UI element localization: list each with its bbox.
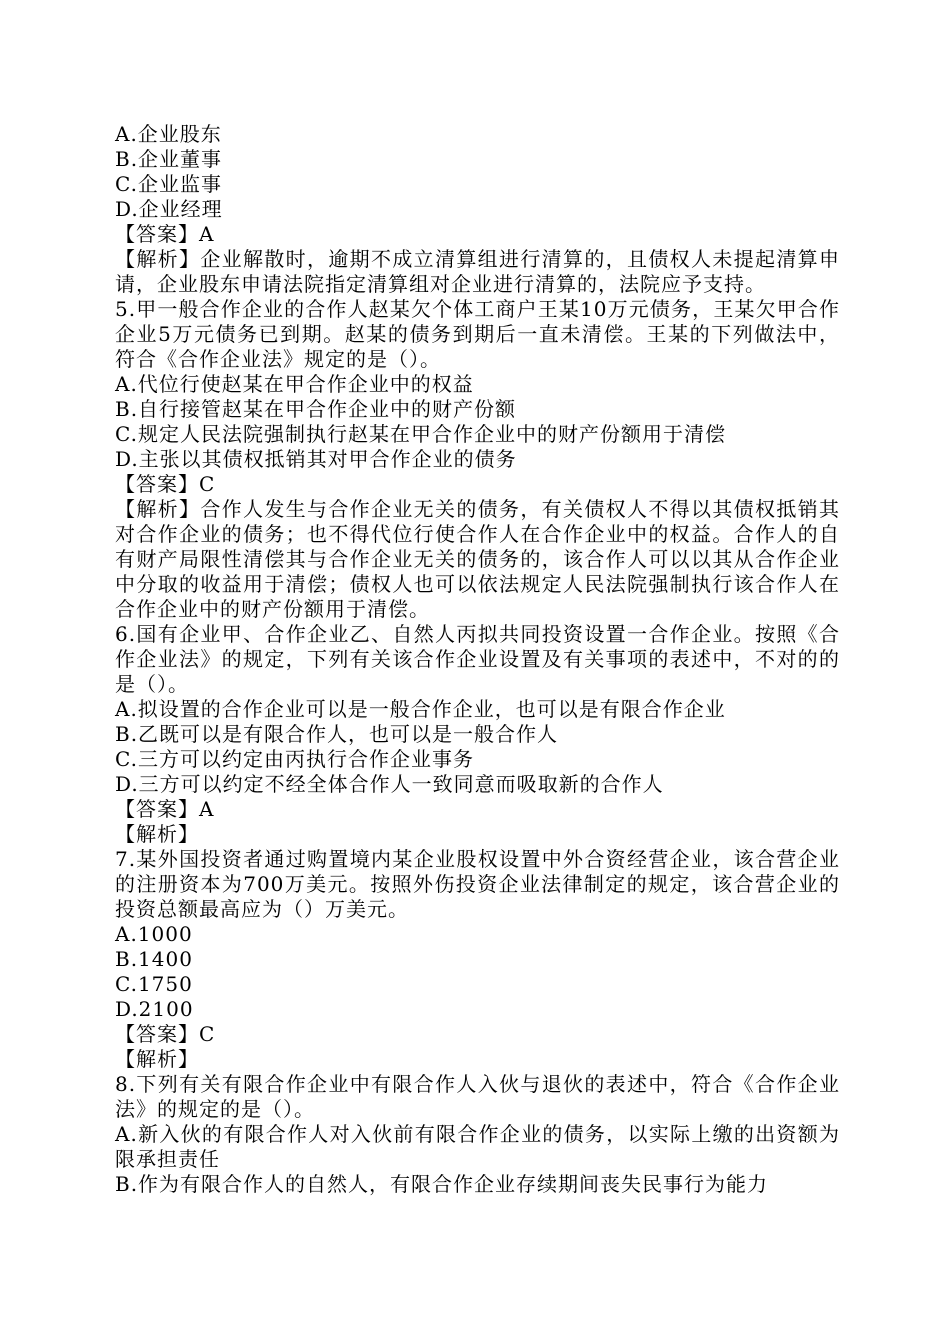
option-a: A.1000: [115, 922, 193, 946]
answer: 【答案】A: [115, 222, 215, 246]
answer: 【答案】A: [115, 797, 215, 821]
analysis: 【解析】合作人发生与合作企业无关的债务，有关债权人不得以其债权抵销其对合作企业的债务；也不得代位行使合作人在合作企业中的权益。合作人的自有财产局限性清偿其与合作企业无关的债务的，该合作人可以以其从合作企业中分取的收益用于清偿；债权人也可以依法规定人民法院强制执行该合作人在合作企业中的财产份额用于清偿。: [115, 497, 840, 621]
answer: 【答案】C: [115, 1022, 216, 1046]
question-5-block: [115, 297, 840, 622]
option-c: C.三方可以约定由丙执行合作企业事务: [115, 747, 474, 771]
analysis: 【解析】: [115, 1047, 199, 1071]
option-a: A.拟设置的合作企业可以是一般合作企业，也可以是有限合作企业: [115, 697, 726, 721]
analysis: 【解析】企业解散时，逾期不成立清算组进行清算的，且债权人未提起清算申请，企业股东申请法院指定清算组对企业进行清算的，法院应予支持。: [115, 247, 840, 296]
answer: 【答案】C: [115, 472, 216, 496]
option-b: B.乙既可以是有限合作人，也可以是一般合作人: [115, 722, 559, 746]
option-b: B.1400: [115, 947, 193, 971]
question-text: 7.某外国投资者通过购置境内某企业股权设置中外合资经营企业，该合营企业的注册资本为700万美元。按照外伤投资企业法律制定的规定，该合营企业的投资总额最高应为（）万美元。: [115, 847, 840, 921]
question-8-block: [115, 1072, 840, 1197]
option-a: A.企业股东: [115, 122, 222, 146]
question-7-block: [115, 847, 840, 1072]
option-c: C.1750: [115, 972, 193, 996]
option-a: A.代位行使赵某在甲合作企业中的权益: [115, 372, 474, 396]
option-d: D.主张以其债权抵销其对甲合作企业的债务: [115, 447, 517, 471]
option-a: A.新入伙的有限合作人对入伙前有限合作企业的债务，以实际上缴的出资额为限承担责任: [115, 1122, 840, 1171]
option-c: C.企业监事: [115, 172, 222, 196]
question-text: 5.甲一般合作企业的合作人赵某欠个体工商户王某10万元债务，王某欠甲合作企业5万元债务已到期。赵某的债务到期后一直未清偿。王某的下列做法中，符合《合作企业法》规定的是（）。: [115, 297, 840, 371]
analysis: 【解析】: [115, 822, 199, 846]
option-b: B.作为有限合作人的自然人，有限合作企业存续期间丧失民事行为能力: [115, 1172, 769, 1196]
question-text: 8.下列有关有限合作企业中有限合作人入伙与退伙的表述中，符合《合作企业法》的规定的是（）。: [115, 1072, 840, 1121]
question-4-block: [115, 122, 840, 297]
option-d: D.2100: [115, 997, 194, 1021]
question-text: 6.国有企业甲、合作企业乙、自然人丙拟共同投资设置一合作企业。按照《合作企业法》的规定，下列有关该合作企业设置及有关事项的表述中，不对的的是（）。: [115, 622, 840, 696]
question-6-block: [115, 622, 840, 847]
option-c: C.规定人民法院强制执行赵某在甲合作企业中的财产份额用于清偿: [115, 422, 726, 446]
option-b: B.企业董事: [115, 147, 223, 171]
option-d: D.企业经理: [115, 197, 223, 221]
option-d: D.三方可以约定不经全体合作人一致同意而吸取新的合作人: [115, 772, 664, 796]
option-b: B.自行接管赵某在甲合作企业中的财产份额: [115, 397, 517, 421]
